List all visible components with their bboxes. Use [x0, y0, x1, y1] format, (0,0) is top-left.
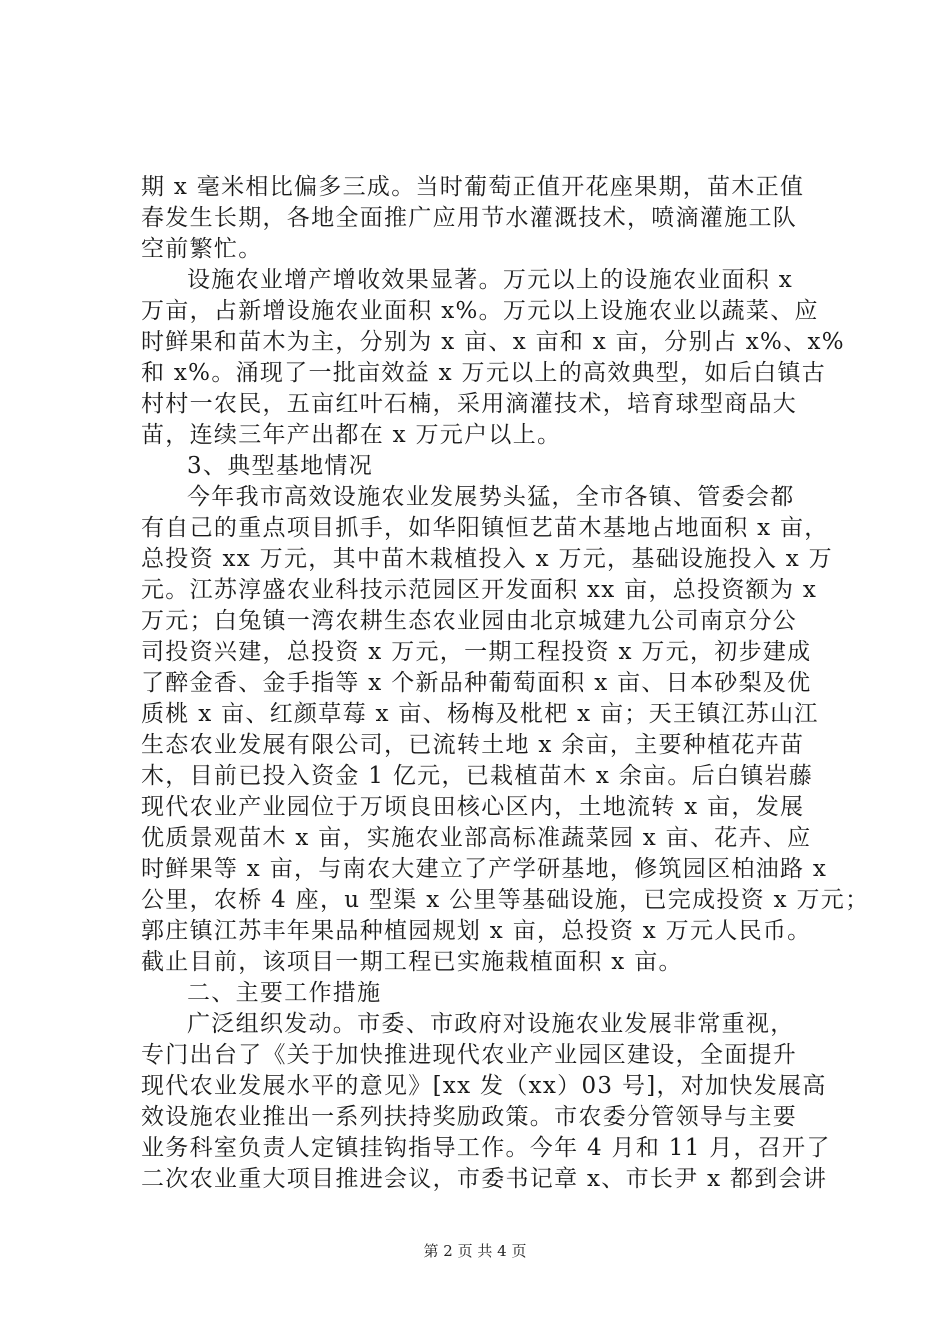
text-line: 现代农业产业园位于万顷良田核心区内，土地流转 x 亩，发展 [141, 794, 805, 820]
text-line: 时鲜果等 x 亩，与南农大建立了产学研基地，修筑园区柏油路 x [141, 856, 828, 882]
page-footer [0, 1240, 950, 1261]
text-line: 期 x 毫米相比偏多三成。当时葡萄正值开花座果期，苗木正值 [141, 174, 805, 200]
text-line: 3、典型基地情况 [187, 453, 374, 479]
text-line: 优质景观苗木 x 亩，实施农业部高标准蔬菜园 x 亩、花卉、应 [141, 825, 812, 851]
text-line: 质桃 x 亩、红颜草莓 x 亩、杨梅及枇杷 x 亩；天王镇江苏山江 [141, 701, 819, 727]
text-line: 截止目前，该项目一期工程已实施栽植面积 x 亩。 [141, 949, 683, 975]
text-line: 现代农业发展水平的意见》[xx 发（xx）03 号]，对加快发展高 [141, 1073, 827, 1099]
text-line: 村村一农民，五亩红叶石楠，采用滴灌技术，培育球型商品大 [141, 391, 798, 417]
text-line: 和 x%。涌现了一批亩效益 x 万元以上的高效典型，如后白镇古 [141, 360, 827, 386]
text-line: 生态农业发展有限公司，已流转土地 x 余亩，主要种植花卉苗 [141, 732, 805, 758]
text-line: 今年我市高效设施农业发展势头猛，全市各镇、管委会都 [187, 484, 795, 510]
text-line: 业务科室负责人定镇挂钩指导工作。今年 4 月和 11 月，召开了 [141, 1135, 831, 1161]
text-line: 专门出台了《关于加快推进现代农业产业园区建设，全面提升 [141, 1042, 798, 1068]
document-body [141, 172, 870, 1195]
text-line: 万亩，占新增设施农业面积 x%。万元以上设施农业以蔬菜、应 [141, 298, 819, 324]
text-line: 空前繁忙。 [141, 236, 263, 262]
text-line: 设施农业增产增收效果显著。万元以上的设施农业面积 x [187, 267, 794, 293]
text-line: 有自己的重点项目抓手，如华阳镇恒艺苗木基地占地面积 x 亩， [141, 515, 829, 541]
text-line: 郭庄镇江苏丰年果品种植园规划 x 亩，总投资 x 万元人民币。 [141, 918, 812, 944]
text-line: 效设施农业推出一系列扶持奖励政策。市农委分管领导与主要 [141, 1104, 798, 1130]
text-line: 元。江苏淳盛农业科技示范园区开发面积 xx 亩，总投资额为 x [141, 577, 818, 603]
text-line: 总投资 xx 万元，其中苗木栽植投入 x 万元，基础设施投入 x 万 [141, 546, 833, 572]
text-line: 万元；白兔镇一湾农耕生态农业园由北京城建九公司南京分公 [141, 608, 798, 634]
text-line: 司投资兴建，总投资 x 万元，一期工程投资 x 万元，初步建成 [141, 639, 812, 665]
text-line: 时鲜果和苗木为主，分别为 x 亩、x 亩和 x 亩，分别占 x%、x% [141, 329, 845, 355]
text-line: 了醉金香、金手指等 x 个新品种葡萄面积 x 亩、日本砂梨及优 [141, 670, 812, 696]
text-line: 木，目前已投入资金 1 亿元，已栽植苗木 x 余亩。后白镇岩藤 [141, 763, 814, 789]
text-line: 春发生长期，各地全面推广应用节水灌溉技术，喷滴灌施工队 [141, 205, 798, 231]
text-line: 公里，农桥 4 座，u 型渠 x 公里等基础设施，已完成投资 x 万元； [141, 887, 870, 913]
text-line: 广泛组织发动。市委、市政府对设施农业发展非常重视， [187, 1011, 795, 1037]
text-line: 苗，连续三年产出都在 x 万元户以上。 [141, 422, 562, 448]
page-number-label: 第 2 页 共 4 页 [423, 1242, 527, 1260]
text-line: 二次农业重大项目推进会议，市委书记章 x、市长尹 x 都到会讲 [141, 1166, 828, 1192]
text-line: 二、主要工作措施 [187, 980, 382, 1006]
